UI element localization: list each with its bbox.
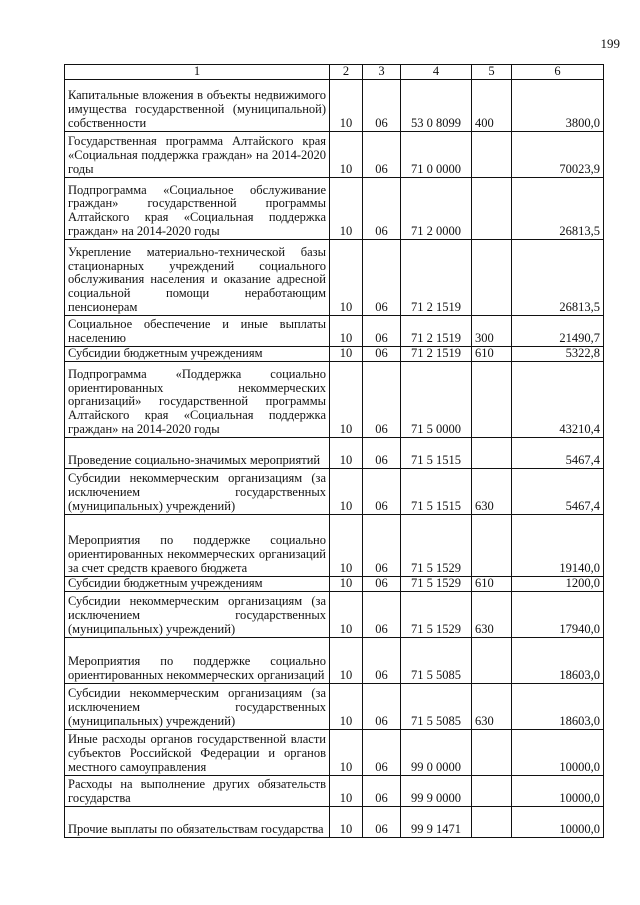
- amount: 10000,0: [512, 729, 604, 775]
- expense-name: Проведение социально-значимых мероприятий: [65, 437, 330, 468]
- header-cell: 3: [363, 65, 401, 80]
- target-item-code: 71 2 1519: [401, 239, 472, 315]
- target-item-code: 71 5 0000: [401, 361, 472, 437]
- target-item-code: 71 2 1519: [401, 315, 472, 346]
- amount: 18603,0: [512, 637, 604, 683]
- amount: 10000,0: [512, 775, 604, 806]
- section-code: 10: [330, 437, 363, 468]
- expense-name: Мероприятия по поддержке социально ориентированных некоммерческих организаций: [65, 637, 330, 683]
- header-cell: 2: [330, 65, 363, 80]
- budget-table: [64, 64, 604, 838]
- header-cell: 5: [472, 65, 512, 80]
- subsection-code: 06: [363, 79, 401, 131]
- expense-name: Социальное обеспечение и иные выплаты населению: [65, 315, 330, 346]
- expense-type-code: [472, 131, 512, 177]
- section-code: 10: [330, 637, 363, 683]
- section-code: 10: [330, 361, 363, 437]
- table-row: [65, 346, 604, 361]
- target-item-code: 71 0 0000: [401, 131, 472, 177]
- table-row: [65, 729, 604, 775]
- amount: 3800,0: [512, 79, 604, 131]
- amount: 10000,0: [512, 806, 604, 837]
- expense-name: Субсидии некоммерческим организациям (за исключением государственных (муниципальных) учреждений): [65, 683, 330, 729]
- section-code: 10: [330, 514, 363, 576]
- table-row: [65, 131, 604, 177]
- table-row: [65, 437, 604, 468]
- section-code: 10: [330, 591, 363, 637]
- amount: 70023,9: [512, 131, 604, 177]
- expense-name: Субсидии бюджетным учреждениям: [65, 576, 330, 591]
- subsection-code: 06: [363, 468, 401, 514]
- section-code: 10: [330, 576, 363, 591]
- expense-type-code: 630: [472, 591, 512, 637]
- expense-name: Иные расходы органов государственной власти субъектов Российской Федерации и органов местного самоуправления: [65, 729, 330, 775]
- subsection-code: 06: [363, 591, 401, 637]
- subsection-code: 06: [363, 346, 401, 361]
- amount: 21490,7: [512, 315, 604, 346]
- expense-name: Подпрограмма «Социальное обслуживание граждан» государственной программы Алтайского края «Социальная поддержка граждан» на 2014-2020 годы: [65, 177, 330, 239]
- amount: 19140,0: [512, 514, 604, 576]
- table-row: [65, 806, 604, 837]
- section-code: 10: [330, 239, 363, 315]
- expense-type-code: 610: [472, 576, 512, 591]
- expense-type-code: [472, 775, 512, 806]
- expense-name: Субсидии некоммерческим организациям (за исключением государственных (муниципальных) учреждений): [65, 591, 330, 637]
- header-cell: 6: [512, 65, 604, 80]
- target-item-code: 71 5 1529: [401, 576, 472, 591]
- table-row: [65, 239, 604, 315]
- table-row: [65, 361, 604, 437]
- section-code: 10: [330, 729, 363, 775]
- expense-name: Укрепление материально-технической базы стационарных учреждений социального обслуживания населения и оказание адресной социальной помощи неработающим пенсионерам: [65, 239, 330, 315]
- expense-type-code: [472, 514, 512, 576]
- target-item-code: 71 5 1529: [401, 591, 472, 637]
- amount: 17940,0: [512, 591, 604, 637]
- table-row: [65, 775, 604, 806]
- expense-type-code: [472, 637, 512, 683]
- section-code: 10: [330, 315, 363, 346]
- page-number: 199: [600, 36, 620, 51]
- table-header-row: [65, 65, 604, 80]
- subsection-code: 06: [363, 131, 401, 177]
- section-code: 10: [330, 683, 363, 729]
- subsection-code: 06: [363, 315, 401, 346]
- section-code: 10: [330, 177, 363, 239]
- expense-type-code: [472, 361, 512, 437]
- subsection-code: 06: [363, 775, 401, 806]
- amount: 5467,4: [512, 437, 604, 468]
- expense-name: Прочие выплаты по обязательствам государства: [65, 806, 330, 837]
- section-code: 10: [330, 775, 363, 806]
- subsection-code: 06: [363, 361, 401, 437]
- table-row: [65, 637, 604, 683]
- section-code: 10: [330, 346, 363, 361]
- target-item-code: 71 2 0000: [401, 177, 472, 239]
- amount: 18603,0: [512, 683, 604, 729]
- expense-name: Капитальные вложения в объекты недвижимого имущества государственной (муниципальной) собственности: [65, 79, 330, 131]
- table-row: [65, 315, 604, 346]
- subsection-code: 06: [363, 177, 401, 239]
- subsection-code: 06: [363, 729, 401, 775]
- subsection-code: 06: [363, 576, 401, 591]
- table-row: [65, 591, 604, 637]
- amount: 26813,5: [512, 177, 604, 239]
- expense-type-code: [472, 437, 512, 468]
- amount: 5467,4: [512, 468, 604, 514]
- subsection-code: 06: [363, 806, 401, 837]
- subsection-code: 06: [363, 437, 401, 468]
- amount: 1200,0: [512, 576, 604, 591]
- expense-name: Мероприятия по поддержке социально ориентированных некоммерческих организаций за счет средств краевого бюджета: [65, 514, 330, 576]
- table-row: [65, 683, 604, 729]
- table-row: [65, 514, 604, 576]
- expense-type-code: [472, 729, 512, 775]
- section-code: 10: [330, 131, 363, 177]
- target-item-code: 53 0 8099: [401, 79, 472, 131]
- expense-type-code: 630: [472, 468, 512, 514]
- target-item-code: 99 0 0000: [401, 729, 472, 775]
- expense-type-code: 610: [472, 346, 512, 361]
- header-cell: 4: [401, 65, 472, 80]
- subsection-code: 06: [363, 514, 401, 576]
- target-item-code: 71 5 1529: [401, 514, 472, 576]
- section-code: 10: [330, 79, 363, 131]
- expense-type-code: [472, 239, 512, 315]
- expense-name: Субсидии бюджетным учреждениям: [65, 346, 330, 361]
- table-row: [65, 79, 604, 131]
- expense-name: Государственная программа Алтайского края «Социальная поддержка граждан» на 2014-2020 годы: [65, 131, 330, 177]
- target-item-code: 99 9 1471: [401, 806, 472, 837]
- table-body: [65, 79, 604, 837]
- expense-name: Субсидии некоммерческим организациям (за исключением государственных (муниципальных) учреждений): [65, 468, 330, 514]
- table-row: [65, 468, 604, 514]
- section-code: 10: [330, 806, 363, 837]
- expense-type-code: [472, 177, 512, 239]
- table-row: [65, 576, 604, 591]
- expense-type-code: [472, 806, 512, 837]
- expense-type-code: 400: [472, 79, 512, 131]
- expense-type-code: 300: [472, 315, 512, 346]
- amount: 26813,5: [512, 239, 604, 315]
- table-row: [65, 177, 604, 239]
- amount: 43210,4: [512, 361, 604, 437]
- header-cell: 1: [65, 65, 330, 80]
- subsection-code: 06: [363, 239, 401, 315]
- target-item-code: 71 5 5085: [401, 683, 472, 729]
- subsection-code: 06: [363, 637, 401, 683]
- target-item-code: 71 5 1515: [401, 468, 472, 514]
- section-code: 10: [330, 468, 363, 514]
- target-item-code: 71 2 1519: [401, 346, 472, 361]
- target-item-code: 71 5 1515: [401, 437, 472, 468]
- target-item-code: 99 9 0000: [401, 775, 472, 806]
- expense-name: Расходы на выполнение других обязательств государства: [65, 775, 330, 806]
- expense-type-code: 630: [472, 683, 512, 729]
- expense-name: Подпрограмма «Поддержка социально ориентированных некоммерческих организаций» государственной программы Алтайского края «Социальная поддержка граждан» на 2014-2020 годы: [65, 361, 330, 437]
- subsection-code: 06: [363, 683, 401, 729]
- target-item-code: 71 5 5085: [401, 637, 472, 683]
- amount: 5322,8: [512, 346, 604, 361]
